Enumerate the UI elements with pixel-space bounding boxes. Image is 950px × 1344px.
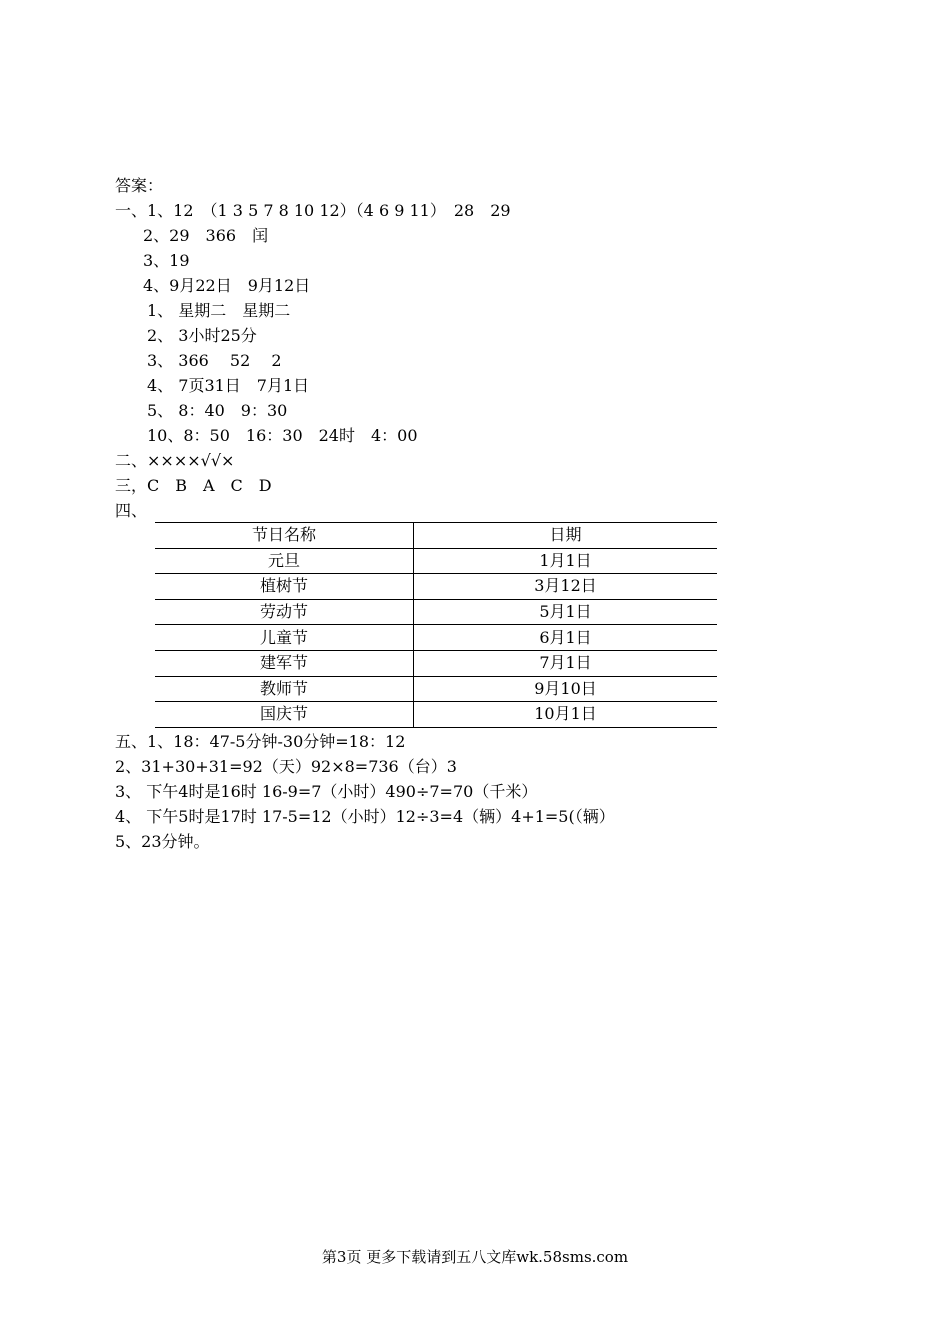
holiday-date: 5月1日 bbox=[414, 599, 718, 625]
column-header-date: 日期 bbox=[414, 523, 718, 549]
holiday-name: 植树节 bbox=[155, 574, 414, 600]
holiday-name: 教师节 bbox=[155, 676, 414, 702]
holiday-date: 7月1日 bbox=[414, 650, 718, 676]
table-row bbox=[155, 574, 717, 600]
holiday-name: 儿童节 bbox=[155, 625, 414, 651]
answer-line: 4、 下午5时是17时 17-5=12（小时）12÷3=4（辆）4+1=5(（辆） bbox=[115, 807, 615, 826]
answer-line: 3、19 bbox=[143, 251, 190, 270]
answer-line: 二、××××√√× bbox=[115, 451, 235, 470]
table-row bbox=[155, 625, 717, 651]
holiday-table bbox=[155, 522, 717, 728]
holiday-date: 9月10日 bbox=[414, 676, 718, 702]
page-footer: 第3页 更多下载请到五八文库wk.58sms.com bbox=[321, 1248, 629, 1266]
answer-line: 5、23分钟。 bbox=[115, 832, 210, 851]
answer-line: 1、 星期二 星期二 bbox=[147, 301, 291, 320]
answer-line: 四、 bbox=[115, 501, 148, 520]
answer-line: 3、 366 52 2 bbox=[147, 351, 282, 370]
holiday-name: 建军节 bbox=[155, 650, 414, 676]
answer-line: 五、1、18：47-5分钟-30分钟=18：12 bbox=[115, 732, 406, 751]
answer-line: 4、9月22日 9月12日 bbox=[143, 276, 311, 295]
holiday-name: 国庆节 bbox=[155, 702, 414, 728]
holiday-name: 元旦 bbox=[155, 548, 414, 574]
table-row bbox=[155, 676, 717, 702]
answer-line: 10、8：50 16：30 24时 4：00 bbox=[147, 426, 418, 445]
table-row bbox=[155, 599, 717, 625]
table-row bbox=[155, 548, 717, 574]
answer-line: 三，C B A C D bbox=[115, 476, 272, 495]
answer-line: 一、1、12 （1 3 5 7 8 10 12）（4 6 9 11） 28 29 bbox=[115, 201, 511, 220]
answer-line: 5、 8：40 9：30 bbox=[147, 401, 288, 420]
holiday-date: 10月1日 bbox=[414, 702, 718, 728]
holiday-date: 1月1日 bbox=[414, 548, 718, 574]
holiday-date: 3月12日 bbox=[414, 574, 718, 600]
table-row bbox=[155, 702, 717, 728]
answer-line: 4、 7页31日 7月1日 bbox=[147, 376, 310, 395]
answer-line: 2、29 366 闰 bbox=[143, 226, 269, 245]
holiday-name: 劳动节 bbox=[155, 599, 414, 625]
column-header-name: 节日名称 bbox=[155, 523, 414, 549]
table-header-row bbox=[155, 523, 717, 549]
holiday-date: 6月1日 bbox=[414, 625, 718, 651]
answer-line: 3、 下午4时是16时 16-9=7（小时）490÷7=70（千米） bbox=[115, 782, 538, 801]
answer-line: 2、 3小时25分 bbox=[147, 326, 257, 345]
answer-line: 2、31+30+31=92（天）92×8=736（台）3 bbox=[115, 757, 457, 776]
table-row bbox=[155, 650, 717, 676]
answer-heading: 答案： bbox=[115, 176, 164, 195]
